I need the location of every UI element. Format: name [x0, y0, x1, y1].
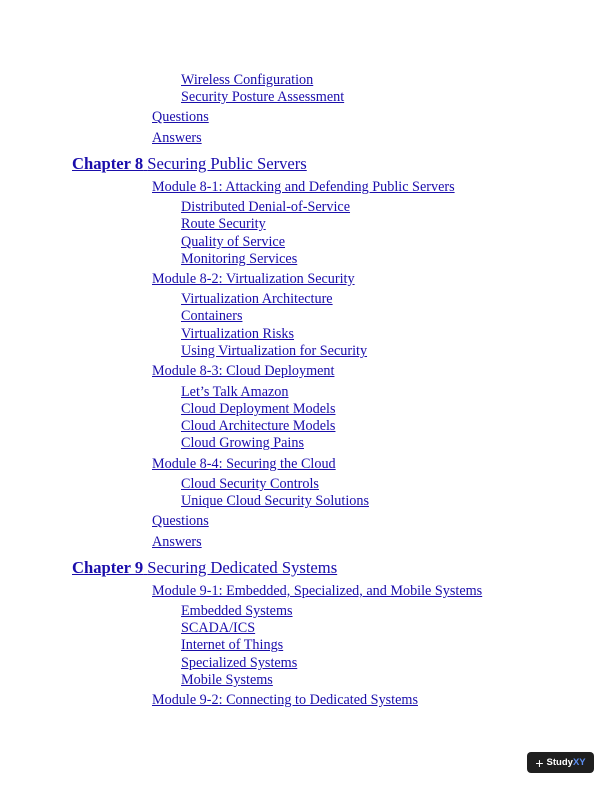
toc-module-8-4[interactable]: Module 8-4: Securing the Cloud — [152, 456, 336, 472]
toc-topic[interactable]: Virtualization Architecture — [181, 291, 333, 307]
toc-topic[interactable]: Route Security — [181, 216, 266, 232]
toc-topic[interactable]: SCADA/ICS — [181, 620, 256, 636]
chapter-number: Chapter 9 — [72, 558, 144, 577]
chapter-title: Securing Public Servers — [147, 154, 307, 173]
toc-module-9-2[interactable]: Module 9-2: Connecting to Dedicated Systems — [152, 692, 418, 708]
toc-topic[interactable]: Distributed Denial-of-Service — [181, 199, 351, 215]
toc-answers[interactable]: Answers — [152, 130, 202, 146]
toc-topic[interactable]: Internet of Things — [181, 637, 284, 653]
toc-topic[interactable]: Virtualization Risks — [181, 326, 295, 342]
toc-topic-security-posture-assessment[interactable]: Security Posture Assessment — [181, 89, 345, 105]
toc-topic[interactable]: Specialized Systems — [181, 655, 298, 671]
toc-topic[interactable]: Containers — [181, 308, 243, 324]
toc-questions[interactable]: Questions — [152, 109, 209, 125]
toc-topic[interactable]: Embedded Systems — [181, 603, 293, 619]
badge-brand: StudyXY — [546, 757, 586, 768]
toc-module-8-1[interactable]: Module 8-1: Attacking and Defending Public Servers — [152, 179, 455, 195]
toc-topic[interactable]: Cloud Growing Pains — [181, 435, 304, 451]
toc-chapter-9[interactable] — [72, 558, 337, 578]
toc-module-8-3[interactable]: Module 8-3: Cloud Deployment — [152, 363, 335, 379]
toc-topic-wireless-configuration[interactable]: Wireless Configuration — [181, 72, 314, 88]
toc-topic[interactable]: Cloud Security Controls — [181, 476, 319, 492]
toc-topic[interactable]: Cloud Architecture Models — [181, 418, 336, 434]
toc-answers[interactable]: Answers — [152, 534, 202, 550]
toc-topic[interactable]: Monitoring Services — [181, 251, 298, 267]
toc-chapter-8[interactable] — [72, 154, 307, 174]
toc-topic[interactable]: Cloud Deployment Models — [181, 401, 336, 417]
toc-topic[interactable]: Let’s Talk Amazon — [181, 384, 289, 400]
toc-module-9-1[interactable]: Module 9-1: Embedded, Specialized, and Mobile Systems — [152, 583, 483, 599]
plus-icon: + — [535, 754, 544, 771]
chapter-title: Securing Dedicated Systems — [147, 558, 338, 577]
chapter-number: Chapter 8 — [72, 154, 144, 173]
toc-topic[interactable]: Using Virtualization for Security — [181, 343, 368, 359]
toc-topic[interactable]: Unique Cloud Security Solutions — [181, 493, 369, 509]
toc-topic[interactable]: Quality of Service — [181, 234, 286, 250]
toc-questions[interactable]: Questions — [152, 513, 209, 529]
toc-topic[interactable]: Mobile Systems — [181, 672, 273, 688]
toc-module-8-2[interactable]: Module 8-2: Virtualization Security — [152, 271, 355, 287]
studyxy-badge[interactable] — [527, 752, 594, 773]
